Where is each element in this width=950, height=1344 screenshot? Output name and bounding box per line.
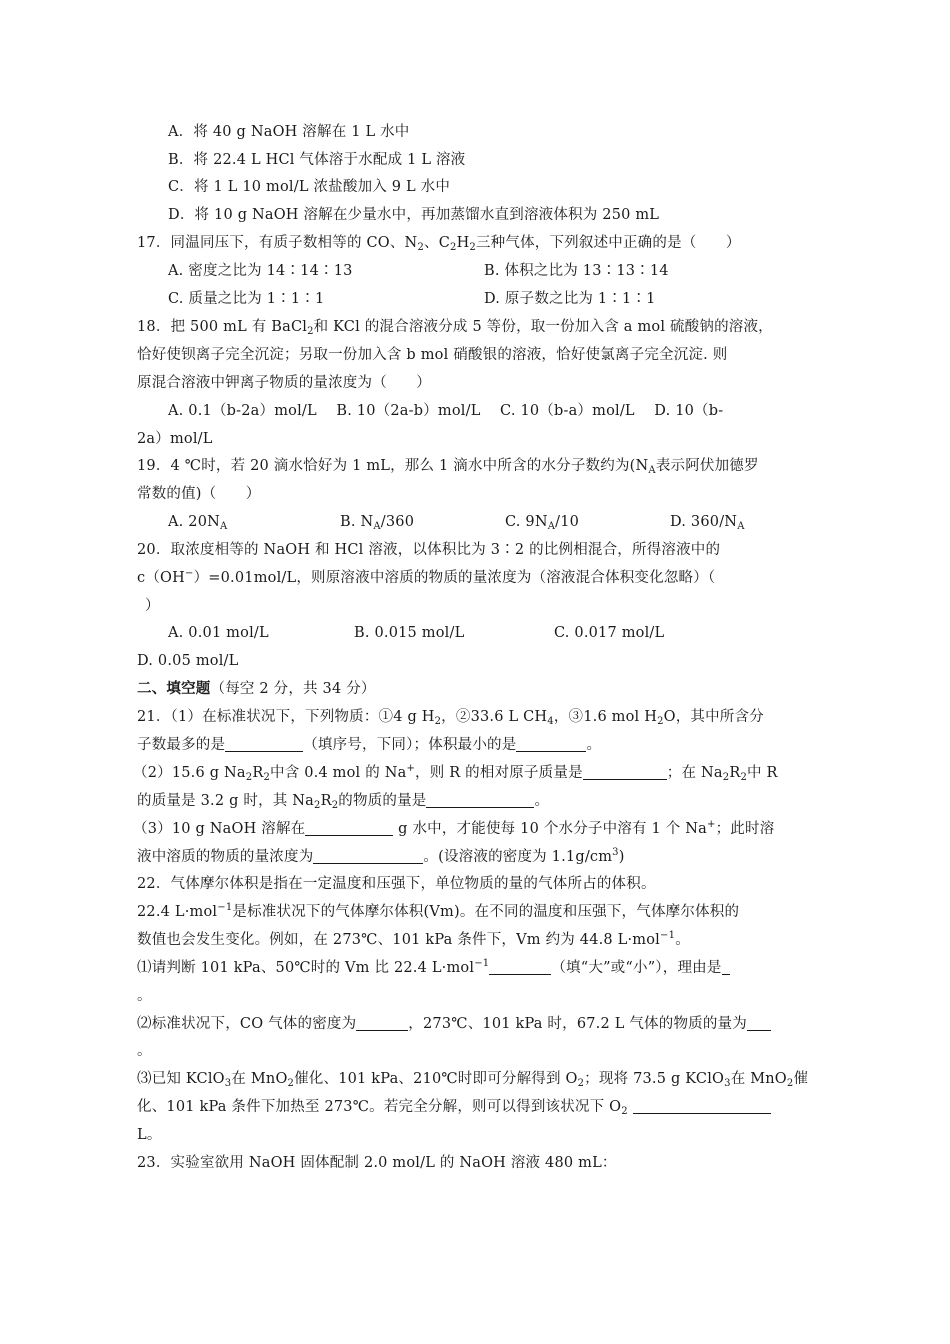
q17-option-c: C. 质量之比为 1∶1∶1: [168, 291, 325, 307]
q20-option-a: A. 0.01 mol/L: [168, 625, 269, 641]
q17-option-d: D. 原子数之比为 1∶1∶1: [484, 291, 656, 307]
q17-options-row1: [168, 261, 848, 281]
q22-stem-line2: 22.4 L·mol$^{-1}$是标准状况下的气体摩尔体积(Vm)。在不同的温度和压强下，气体摩尔体积的: [137, 902, 740, 920]
q22-part2-line1: ⑵标准状况下，CO 气体的密度为 ，273℃、101 kPa 时，67.2 L 气体的物质的量为: [137, 1014, 817, 1034]
q16-option-d: D．将 10 g NaOH 溶解在少量水中，再加蒸馏水直到溶液体积为 250 mL: [168, 207, 660, 223]
q19-option-a: A. $20N_A$: [168, 514, 228, 532]
q19-options: [168, 512, 848, 532]
q21-stem-line2: 子数最多的是 （填序号，下同）；体积最小的是 。: [137, 737, 602, 753]
q19-option-c: C. $9N_A/10$: [505, 514, 580, 532]
q17-options-row2: [168, 289, 848, 309]
q18-stem-line2: 恰好使钡离子完全沉淀；另取一份加入含 b mol 硝酸银的溶液，恰好使氯离子完全沉淀. 则: [137, 347, 728, 363]
q16-option-c: C．将 1 L 10 mol/L 浓盐酸加入 9 L 水中: [168, 179, 451, 195]
q22-stem-line1: 22．气体摩尔体积是指在一定温度和压强下，单位物质的量的气体所占的体积。: [137, 876, 656, 892]
q18-stem-line1: 18．把 500 mL 有 BaCl$_2$和 KCl 的混合溶液分成 5 等份，取一份加入含 a mol 硫酸钠的溶液，: [137, 319, 773, 337]
q23-stem: 23．实验室欲用 NaOH 固体配制 2.0 mol/L 的 NaOH 溶液 480 mL：: [137, 1155, 617, 1171]
q22-part3-line1: ⑶已知 KClO$_3$在 MnO$_2$催化、101 kPa、210℃时即可分解得到 $O_2$；现将 73.5 g KClO$_3$在 MnO$_2$催: [137, 1071, 809, 1089]
answer-blank[interactable]: [313, 848, 423, 864]
q22-part1-line2: 。: [137, 988, 152, 1004]
q18-options-cont: 2a）mol/L: [137, 431, 213, 447]
q16-option-a: A．将 40 g NaOH 溶解在 1 L 水中: [168, 124, 410, 140]
q17-option-a: A. 密度之比为 14∶14∶13: [168, 263, 353, 279]
answer-blank[interactable]: [489, 959, 551, 975]
q16-option-b: B．将 22.4 L HCl 气体溶于水配成 1 L 溶液: [168, 152, 466, 168]
q21-part3-line2: 液中溶质的物质的量浓度为 。(设溶液的密度为 $1.1g/cm^3$): [137, 847, 625, 865]
q20-stem-line3: ）: [145, 598, 160, 614]
q22-part3-line2: 化、101 kPa 条件下加热至 273℃。若完全分解，则可以得到该状况下 $O_2$: [137, 1097, 817, 1117]
q20-stem-line1: 20．取浓度相等的 NaOH 和 HCl 溶液，以体积比为 3∶2 的比例相混合，所得溶液中的: [137, 542, 721, 558]
q20-option-b: B. 0.015 mol/L: [354, 625, 465, 641]
q19-stem-line1: 19．4 ℃时，若 20 滴水恰好为 1 mL，那么 1 滴水中所含的水分子数约为($N_A$表示阿伏加德罗: [137, 458, 759, 476]
q20-option-d: D. 0.05 mol/L: [137, 653, 239, 669]
q22-stem-line3: 数值也会发生变化。例如，在 273℃、101 kPa 条件下，Vm 约为 44.8 L·mol$^{-1}$。: [137, 930, 690, 948]
q18-stem-line3: 原混合溶液中钾离子物质的量浓度为（ ）: [137, 375, 431, 391]
q20-option-c: C. 0.017 mol/L: [554, 625, 665, 641]
section-heading: [137, 679, 817, 699]
q22-part3-line3: L。: [137, 1127, 162, 1143]
q19-option-b: B. $N_A/360$: [340, 514, 415, 532]
q21-part3-line1: （3）10 g NaOH 溶解在 g 水中，才能使每 10 个水分子中溶有 1 个 Na+；此时溶: [133, 819, 775, 837]
answer-blank[interactable]: [633, 1098, 771, 1114]
answer-blank[interactable]: [747, 1015, 771, 1031]
q19-stem-line2: 常数的值)（ ）: [137, 486, 261, 502]
q20-stem-line2: c（OH−）=0.01mol/L，则原溶液中溶质的物质的量浓度为（溶液混合体积变化忽略）（: [137, 568, 716, 586]
q17-option-b: B. 体积之比为 13∶13∶14: [484, 263, 669, 279]
section-title: 二、填空题: [137, 680, 211, 697]
q19-option-d: D. $360/N_A$: [670, 514, 745, 532]
answer-blank[interactable]: [583, 764, 667, 780]
q21-part2-line1: （2）15.6 g $Na_2R_2$中含 0.4 mol 的 Na+，则 R 的相对原子质量是 ；在 $Na_2R_2$中 R: [133, 763, 778, 783]
answer-blank[interactable]: [722, 959, 730, 975]
answer-blank[interactable]: [516, 736, 586, 752]
section-note: （每空 2 分，共 34 分）: [210, 681, 376, 697]
answer-blank[interactable]: [356, 1015, 408, 1031]
q22-part1-line1: ⑴请判断 101 kPa、50℃时的 Vm 比 22.4 L·mol$^{-1}$ （填“大”或“小”），理由是: [137, 958, 817, 978]
q17-stem: 17．同温同压下，有质子数相等的 CO、$N_2$、$C_2H_2$三种气体，下列叙述中正确的是（ ）: [137, 235, 741, 253]
q20-options: [168, 623, 848, 643]
q22-part2-line2: 。: [137, 1043, 152, 1059]
q21-stem-line1: 21．（1）在标准状况下，下列物质：①4 g $H_2$，②33.6 L $CH_4$，③1.6 mol $H_2O$，其中所含分: [137, 709, 764, 727]
q18-options: A. 0.1（b-2a）mol/L B. 10（2a-b）mol/L C. 10（b-a）mol/L D. 10（b-: [168, 403, 724, 419]
q21-part2-line2: 的质量是 3.2 g 时，其 $Na_2R_2$的物质的量是 。: [137, 793, 550, 811]
answer-blank[interactable]: [305, 820, 393, 836]
answer-blank[interactable]: [225, 736, 303, 752]
answer-blank[interactable]: [426, 792, 534, 808]
